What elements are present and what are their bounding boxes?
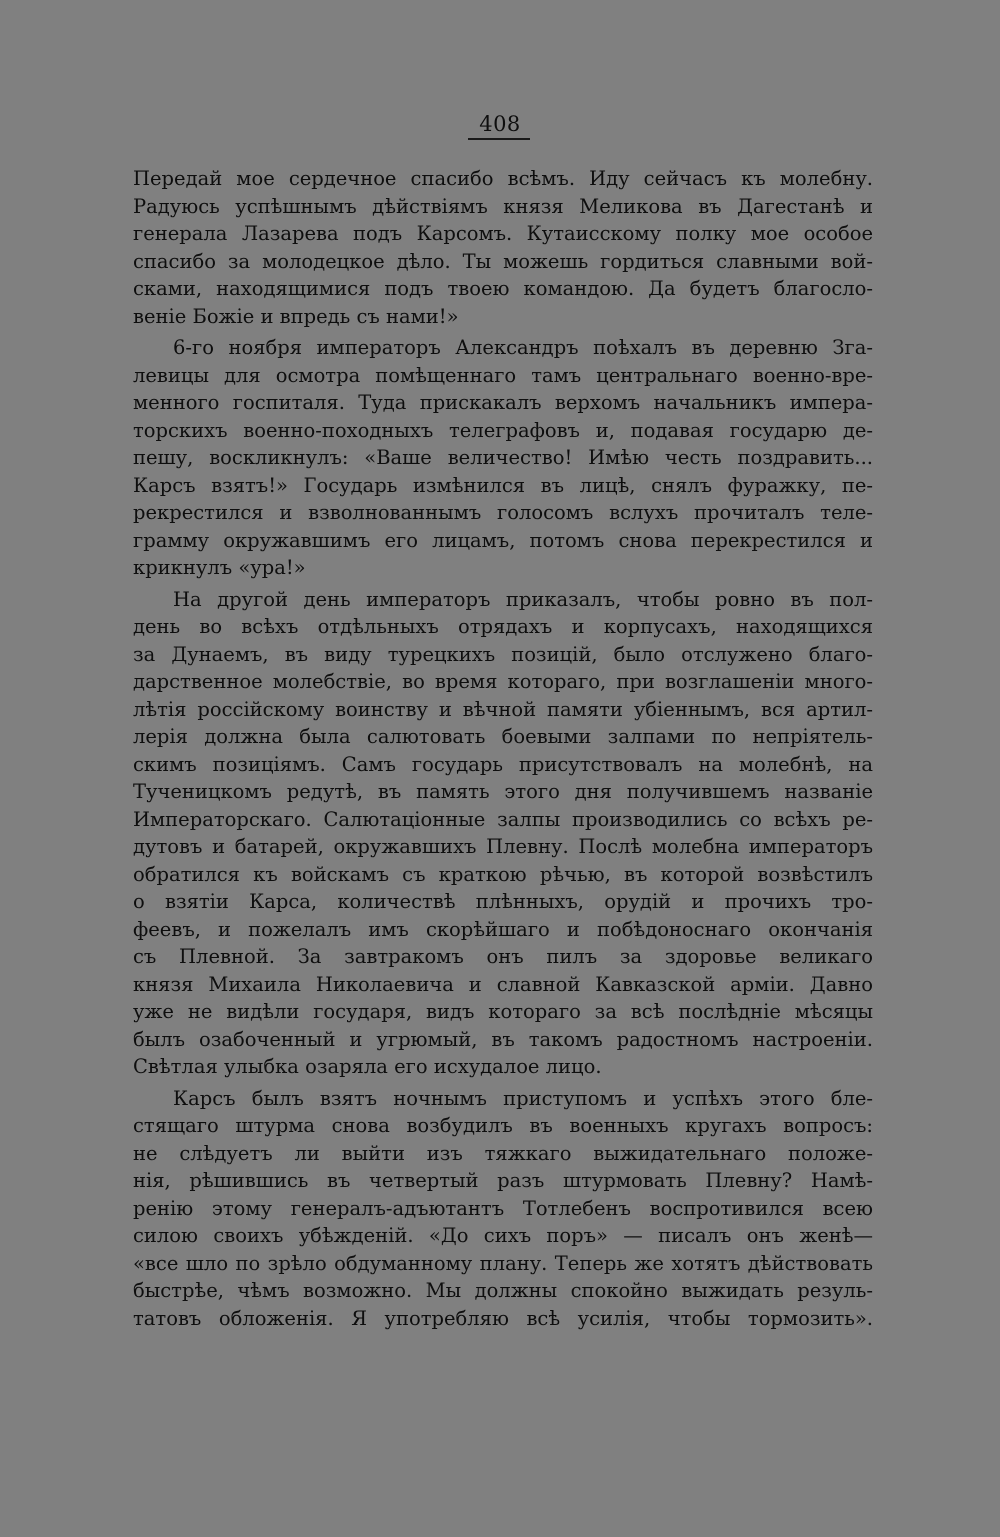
- text-line: левицы для осмотра помѣщеннаго тамъ центральнаго военно-вре-: [133, 363, 873, 387]
- text-line: Свѣтлая улыбка озаряла его исхудалое лицо.: [133, 1055, 602, 1078]
- text-line: рекрестился и взволнованнымъ голосомъ вслухъ прочиталъ теле-: [133, 501, 873, 524]
- page-number-underline: [468, 138, 530, 140]
- text-line: ренію этому генералъ-адъютантъ Тотлебенъ воспротивился всею: [133, 1196, 873, 1220]
- text-line: спасибо за молодецкое дѣло. Ты можешь гордиться славными вой-: [133, 249, 873, 273]
- text-line: веніе Божіе и впредь съ нами!»: [133, 304, 459, 328]
- text-line: грамму окружавшимъ его лицамъ, потомъ снова перекрестился и: [133, 528, 873, 552]
- text-line: обратился къ войскамъ съ краткою рѣчью, въ которой возвѣстилъ: [133, 862, 873, 886]
- text-line: лерія должна была салютовать боевыми залпами по непріятель-: [133, 725, 873, 748]
- text-line: нія, рѣшившись въ четвертый разъ штурмовать Плевну? Намѣ-: [133, 1169, 873, 1192]
- text-line: Передай мое сердечное спасибо всѣмъ. Иду сейчасъ къ молебну.: [133, 167, 873, 190]
- text-line: «все шло по зрѣло обдуманному плану. Теперь же хотятъ дѣйствовать: [133, 1251, 873, 1275]
- text-line: лѣтія россійскому воинству и вѣчной памяти убіеннымъ, вся артил-: [133, 697, 873, 721]
- text-line: не слѣдуетъ ли выйти изъ тяжкаго выжидательнаго положе-: [133, 1141, 873, 1165]
- paragraph: [133, 1085, 873, 1333]
- text-line: крикнулъ «ура!»: [133, 556, 306, 579]
- text-line: татовъ обложенія. Я употребляю всѣ усилія, чтобы тормозить».: [133, 1306, 873, 1330]
- text-line: князя Михаила Николаевича и славной Кавказской арміи. Давно: [133, 972, 873, 996]
- text-line: былъ озабоченный и угрюмый, въ такомъ радостномъ настроеніи.: [133, 1027, 873, 1051]
- text-line: съ Плевной. За завтракомъ онъ пилъ за здоровье великаго: [133, 945, 873, 968]
- text-line: уже не видѣли государя, видъ котораго за всѣ послѣдніе мѣсяцы: [133, 1000, 873, 1023]
- text-column: [133, 165, 873, 1332]
- text-line: сками, находящимися подъ твоею командою. Да будетъ благосло-: [133, 277, 873, 300]
- text-line: пешу, воскликнулъ: «Ваше величество! Имѣю честь поздравить...: [133, 446, 873, 469]
- page-number: 408: [479, 112, 521, 136]
- text-line: На другой день императоръ приказалъ, чтобы ровно въ пол-: [173, 587, 873, 611]
- text-line: феевъ, и пожелалъ имъ скорѣйшаго и побѣдоноснаго окончанія: [133, 917, 873, 941]
- text-line: стящаго штурма снова возбудилъ въ военныхъ кругахъ вопросъ:: [133, 1114, 873, 1137]
- text-line: Тученицкомъ редутѣ, въ память этого дня получившемъ названіе: [133, 780, 873, 803]
- text-line: быстрѣе, чѣмъ возможно. Мы должны спокойно выжидать резуль-: [133, 1279, 873, 1302]
- text-line: день во всѣхъ отдѣльныхъ отрядахъ и корпусахъ, находящихся: [133, 615, 873, 638]
- paragraph: [133, 586, 873, 1081]
- text-line: за Дунаемъ, въ виду турецкихъ позицій, было отслужено благо-: [133, 642, 873, 666]
- text-line: силою своихъ убѣжденій. «До сихъ поръ» — писалъ онъ женѣ—: [133, 1224, 873, 1247]
- text-line: скимъ позиціямъ. Самъ государь присутствовалъ на молебнѣ, на: [133, 752, 873, 776]
- text-line: генерала Лазарева подъ Карсомъ. Кутаисскому полку мое особое: [133, 222, 873, 245]
- text-line: Карсъ былъ взятъ ночнымъ приступомъ и успѣхъ этого бле-: [173, 1086, 873, 1110]
- paragraph: [133, 165, 873, 330]
- text-line: Радуюсь успѣшнымъ дѣйствіямъ князя Меликова въ Дагестанѣ и: [133, 194, 873, 218]
- text-line: менного госпиталя. Туда прискакалъ верхомъ начальникъ импера-: [133, 391, 873, 414]
- text-line: Карсъ взятъ!» Государь измѣнился въ лицѣ, снялъ фуражку, пе-: [133, 473, 873, 497]
- text-line: дарственное молебствіе, во время котораго, при возглашеніи много-: [133, 670, 873, 693]
- text-line: дутовъ и батарей, окружавшихъ Плевну. Послѣ молебна императоръ: [133, 835, 873, 858]
- paragraph: [133, 334, 873, 582]
- text-line: 6-го ноября императоръ Александръ поѣхалъ въ деревню Зга-: [173, 336, 873, 359]
- text-line: торскихъ военно-походныхъ телеграфовъ и, подавая государю де-: [133, 418, 873, 442]
- text-line: Императорскаго. Салютаціонные залпы производились со всѣхъ ре-: [133, 807, 873, 831]
- text-line: о взятіи Карса, количествѣ плѣнныхъ, орудій и прочихъ тро-: [133, 890, 873, 913]
